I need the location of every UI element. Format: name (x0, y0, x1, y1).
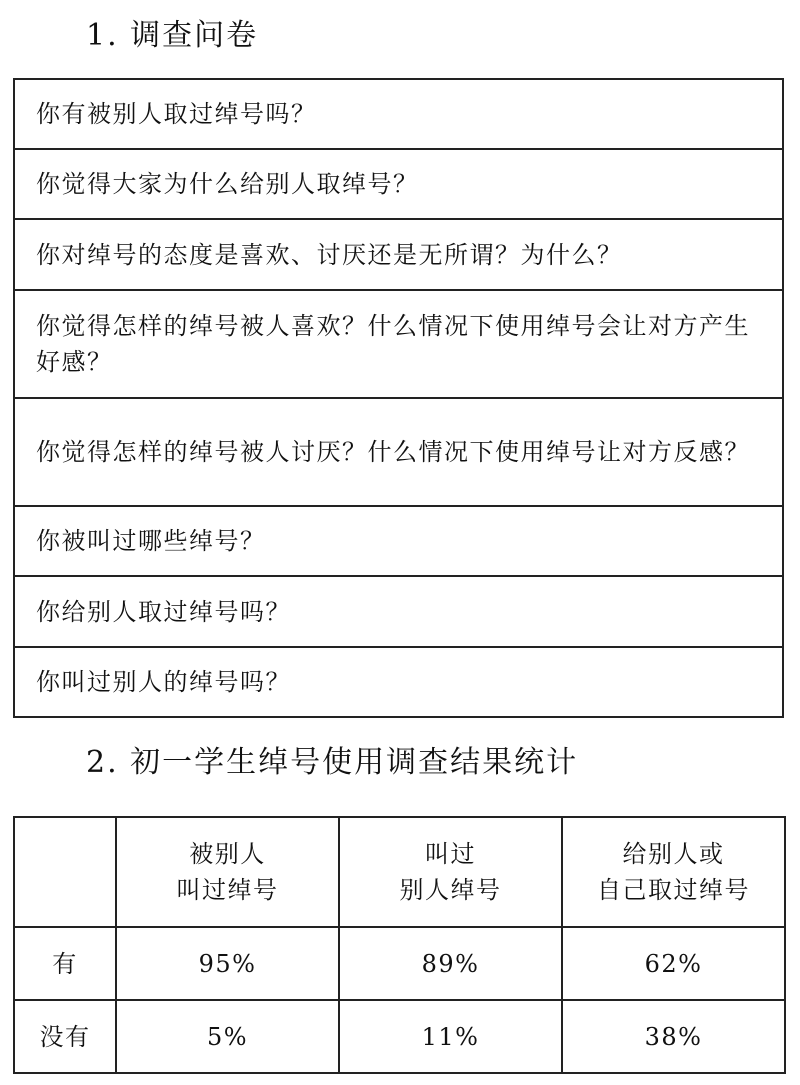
question-cell: 你对绰号的态度是喜欢、讨厌还是无所谓？为什么？ (14, 219, 783, 290)
question-cell: 你觉得大家为什么给别人取绰号？ (14, 149, 783, 219)
value-cell: 38% (562, 1000, 785, 1073)
value-cell: 62% (562, 927, 785, 1000)
table-row (14, 927, 785, 1000)
column-header-line: 叫过 (425, 840, 476, 868)
column-header-line: 别人绰号 (399, 876, 502, 904)
column-header-line: 给别人或 (622, 840, 725, 868)
column-header-line: 叫过绰号 (176, 876, 279, 904)
value-cell: 95% (116, 927, 339, 1000)
statistics-table (13, 816, 786, 1074)
question-cell: 你给别人取过绰号吗？ (14, 576, 783, 647)
statistics-title: 2. 初一学生绰号使用调查结果统计 (86, 745, 579, 780)
table-row (14, 1000, 785, 1073)
column-header (116, 817, 339, 927)
question-cell: 你觉得怎样的绰号被人喜欢？什么情况下使用绰号会让对方产生好感？ (14, 290, 783, 398)
column-header (339, 817, 562, 927)
question-cell: 你有被别人取过绰号吗？ (14, 79, 783, 149)
row-label: 没有 (14, 1000, 116, 1073)
table-header-row (14, 817, 785, 927)
survey-title: 1. 调查问卷 (86, 18, 259, 53)
column-header-line: 自己取过绰号 (597, 876, 750, 904)
column-header-line: 被别人 (189, 840, 266, 868)
value-cell: 11% (339, 1000, 562, 1073)
column-header (562, 817, 785, 927)
value-cell: 89% (339, 927, 562, 1000)
value-cell: 5% (116, 1000, 339, 1073)
question-cell: 你觉得怎样的绰号被人讨厌？什么情况下使用绰号让对方反感？ (14, 398, 783, 506)
questionnaire-table (13, 78, 784, 718)
question-cell: 你叫过别人的绰号吗？ (14, 647, 783, 717)
corner-cell (14, 817, 116, 927)
row-label: 有 (14, 927, 116, 1000)
question-cell: 你被叫过哪些绰号？ (14, 506, 783, 576)
